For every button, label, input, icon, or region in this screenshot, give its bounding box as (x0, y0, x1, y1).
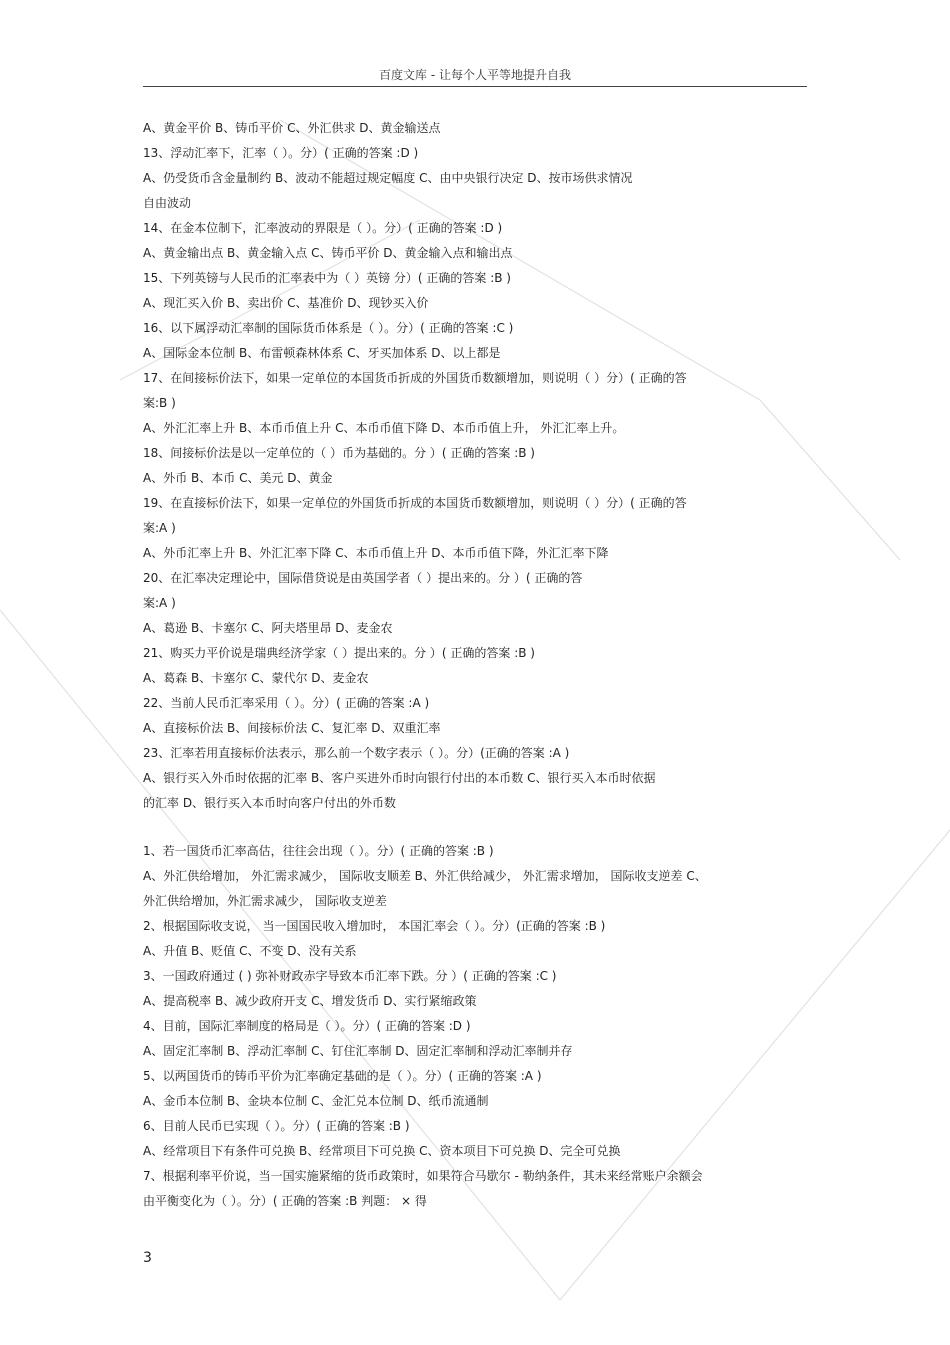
section-gap (143, 816, 807, 839)
text-line: A、外币汇率上升 B、外汇汇率下降 C、本币币值上升 D、本币币值下降，外汇汇率下降 (143, 546, 609, 560)
text-line: 19、在直接标价法下，如果一定单位的外国货币折成的本国货币数额增加，则说明（ ）分）( 正确的答 (143, 496, 687, 510)
text-line: 21、购买力平价说是瑞典经济学家（ ）提出来的。分 ）( 正确的答案 :B ) (143, 646, 535, 660)
text-line: 5、以两国货币的铸币平价为汇率确定基础的是（ ）。分）( 正确的答案 :A ) (143, 1069, 542, 1083)
text-line: 13、浮动汇率下，汇率（ ）。分）( 正确的答案 :D ) (143, 146, 419, 160)
text-line: 2、根据国际收支说， 当一国国民收入增加时， 本国汇率会（ ）。分）(正确的答案 :B ) (143, 919, 606, 933)
text-line: A、外币 B、本币 C、美元 D、黄金 (143, 471, 333, 485)
text-line: A、国际金本位制 B、布雷顿森林体系 C、牙买加体系 D、以上都是 (143, 346, 501, 360)
text-line: A、金币本位制 B、金块本位制 C、金汇兑本位制 D、纸币流通制 (143, 1094, 489, 1108)
text-line: 6、目前人民币已实现（ ）。分）( 正确的答案 :B ) (143, 1119, 410, 1133)
text-line: A、银行买入外币时依据的汇率 B、客户买进外币时向银行付出的本币数 C、银行买入本币时依据 (143, 771, 656, 785)
text-line: 14、在金本位制下，汇率波动的界限是（ ）。分）( 正确的答案 :D ) (143, 221, 503, 235)
text-line: 的汇率 D、银行买入本币时向客户付出的外币数 (143, 796, 397, 810)
text-line: 22、当前人民币汇率采用（ ）。分）( 正确的答案 :A ) (143, 696, 430, 710)
text-line: A、外汇汇率上升 B、本币币值上升 C、本币币值下降 D、本币币值上升， 外汇汇率上升。 (143, 421, 625, 435)
text-line: A、黄金平价 B、铸币平价 C、外汇供求 D、黄金输送点 (143, 121, 441, 135)
text-line: 自由波动 (143, 196, 192, 210)
text-line: 16、以下属浮动汇率制的国际货币体系是（ ）。分）( 正确的答案 :C ) (143, 321, 514, 335)
text-line: 15、下列英镑与人民币的汇率表中为（ ）英镑 分）( 正确的答案 :B ) (143, 271, 511, 285)
document-body (143, 116, 807, 1214)
text-line: 案:A ) (143, 521, 176, 535)
page-number: 3 (143, 1250, 152, 1266)
text-line: 案:A ) (143, 596, 176, 610)
text-line: 17、在间接标价法下，如果一定单位的本国货币折成的外国货币数额增加，则说明（ ）分）( 正确的答 (143, 371, 687, 385)
text-line: A、外汇供给增加， 外汇需求减少， 国际收支顺差 B、外汇供给减少， 外汇需求增加， 国际收支逆差 C、 (143, 869, 707, 883)
text-line: 3、一国政府通过 ( ) 弥补财政赤字导致本币汇率下跌。分 ）( 正确的答案 :C ) (143, 969, 557, 983)
text-line: A、经常项目下有条件可兑换 B、经常项目下可兑换 C、资本项目下可兑换 D、完全可兑换 (143, 1144, 621, 1158)
text-line: 7、根据利率平价说，当一国实施紧缩的货币政策时，如果符合马歇尔 - 勒纳条件，其未来经常账户余额会 (143, 1169, 703, 1183)
text-line: 20、在汇率决定理论中，国际借贷说是由英国学者（ ）提出来的。分 ）( 正确的答 (143, 571, 583, 585)
text-line: A、升值 B、贬值 C、不变 D、没有关系 (143, 944, 357, 958)
text-line: 18、间接标价法是以一定单位的（ ）币为基础的。分 ）( 正确的答案 :B ) (143, 446, 535, 460)
text-line: A、葛森 B、卡塞尔 C、蒙代尔 D、麦金农 (143, 671, 369, 685)
text-line: A、葛逊 B、卡塞尔 C、阿夫塔里昂 D、麦金农 (143, 621, 393, 635)
text-line: 案:B ) (143, 396, 176, 410)
text-line: 1、若一国货币汇率高估，往往会出现（ ）。分）( 正确的答案 :B ) (143, 844, 494, 858)
text-line: A、固定汇率制 B、浮动汇率制 C、钉住汇率制 D、固定汇率制和浮动汇率制并存 (143, 1044, 573, 1058)
text-line: A、提高税率 B、减少政府开支 C、增发货币 D、实行紧缩政策 (143, 994, 477, 1008)
text-line: 由平衡变化为（ ）。分）( 正确的答案 :B 判题： × 得 (143, 1194, 427, 1208)
text-line: 外汇供给增加，外汇需求减少， 国际收支逆差 (143, 894, 387, 908)
text-line: A、现汇买入价 B、卖出价 C、基准价 D、现钞买入价 (143, 296, 429, 310)
text-line: A、仍受货币含金量制约 B、波动不能超过规定幅度 C、由中央银行决定 D、按市场供求情况 (143, 171, 633, 185)
text-line: A、黄金输出点 B、黄金输入点 C、铸币平价 D、黄金输入点和输出点 (143, 246, 513, 260)
text-line: A、直接标价法 B、间接标价法 C、复汇率 D、双重汇率 (143, 721, 441, 735)
page-header-title: 百度文库 - 让每个人平等地提升自我 (379, 68, 571, 82)
text-line: 23、汇率若用直接标价法表示，那么前一个数字表示（ ）。分）(正确的答案 :A ) (143, 746, 570, 760)
text-line: 4、目前，国际汇率制度的格局是（ ）。分）( 正确的答案 :D ) (143, 1019, 471, 1033)
header-rule (143, 86, 807, 87)
